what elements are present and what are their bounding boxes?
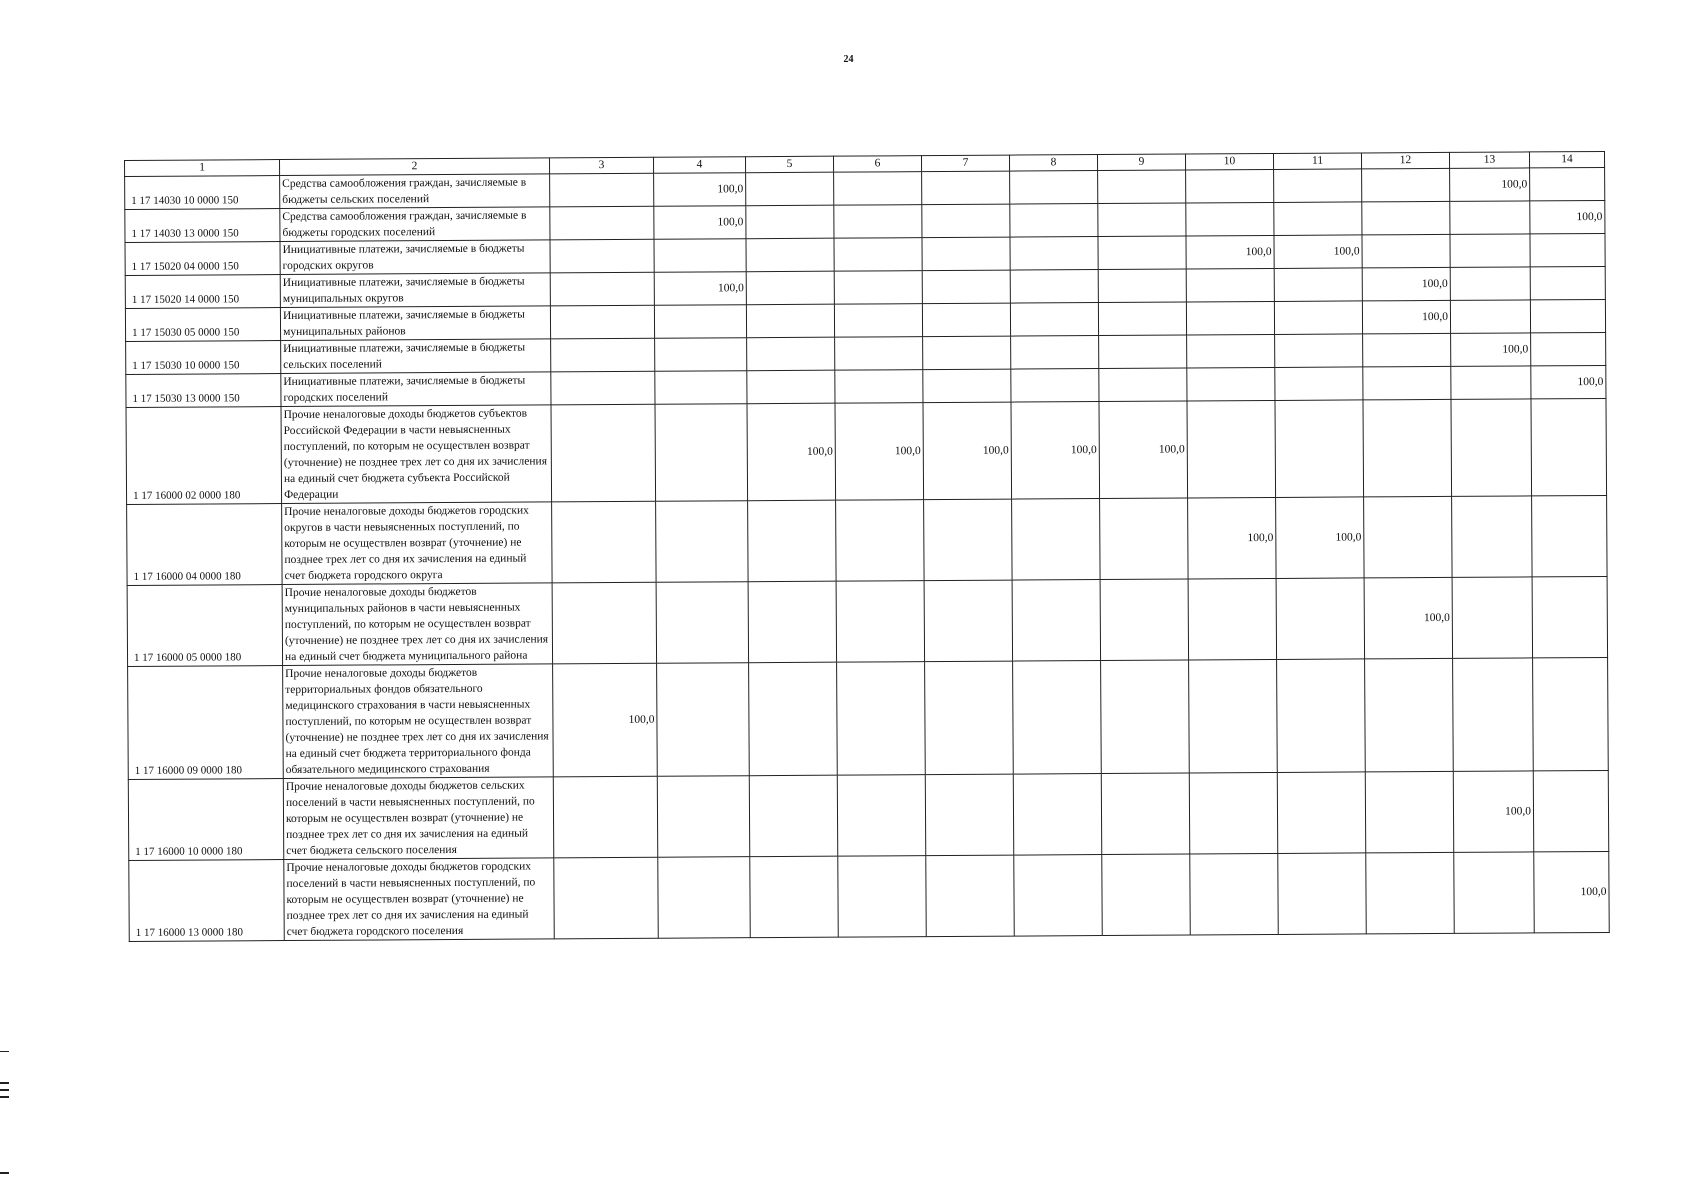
share-value-col-14: 100,0 — [1531, 365, 1606, 398]
share-value-col-4 — [657, 776, 749, 858]
column-header-10: 10 — [1185, 153, 1273, 170]
share-value-col-10 — [1186, 169, 1274, 203]
revenue-name: Инициативные платежи, зачисляемые в бюджеты муниципальных округов — [280, 273, 550, 308]
share-value-col-4 — [656, 582, 748, 664]
revenue-name: Средства самообложения граждан, зачисляемые в бюджеты городских поселений — [280, 207, 550, 242]
share-value-col-14 — [1530, 233, 1605, 266]
share-value-col-6 — [834, 271, 922, 305]
share-value-col-5 — [747, 370, 835, 404]
share-value-col-8 — [1012, 580, 1100, 662]
share-value-col-7 — [925, 774, 1013, 856]
share-value-col-6 — [837, 662, 926, 776]
share-value-col-9 — [1098, 203, 1186, 237]
share-value-col-14 — [1532, 495, 1607, 576]
share-value-col-13 — [1452, 577, 1532, 658]
share-value-col-8 — [1012, 499, 1100, 581]
share-value-col-13 — [1450, 234, 1530, 267]
column-header-14: 14 — [1529, 151, 1604, 167]
share-value-col-6 — [838, 856, 926, 938]
share-value-col-12 — [1362, 201, 1450, 235]
share-value-col-11 — [1275, 367, 1363, 401]
share-value-col-10 — [1186, 301, 1274, 335]
column-header-7: 7 — [921, 155, 1009, 172]
revenue-name: Инициативные платежи, зачисляемые в бюджеты городских поселений — [281, 372, 551, 407]
share-value-col-8: 100,0 — [1011, 402, 1100, 500]
share-value-col-10 — [1189, 659, 1278, 773]
budget-classification-code: 1 17 16000 09 0000 180 — [128, 666, 284, 780]
table-row — [129, 851, 1609, 941]
budget-classification-code: 1 17 15030 10 0000 150 — [126, 341, 281, 375]
share-value-col-10 — [1188, 578, 1276, 660]
share-value-col-12: 100,0 — [1364, 577, 1452, 659]
share-value-col-4 — [654, 305, 746, 339]
table-row — [127, 495, 1607, 585]
share-value-col-4 — [656, 501, 748, 583]
share-value-col-12 — [1363, 399, 1452, 497]
share-value-col-10 — [1186, 202, 1274, 236]
column-header-9: 9 — [1097, 154, 1185, 171]
revenue-name: Прочие неналоговые доходы бюджетов городских округов в части невыясненных поступлений, по которым не осуществлен возврат (уточнение) не позднее трех лет со дня их зачисления на единый счет бюджета городского округа — [282, 502, 552, 585]
table-body — [125, 167, 1610, 941]
share-value-col-8 — [1010, 204, 1098, 238]
table-row — [128, 657, 1609, 779]
share-value-col-6 — [834, 172, 922, 206]
budget-classification-code: 1 17 15030 13 0000 150 — [126, 374, 281, 408]
share-value-col-9 — [1098, 170, 1186, 204]
revenue-name: Прочие неналоговые доходы бюджетов муниципальных районов в части невыясненных поступлений, по которым не осуществлен возврат (уточнение) не позднее трех лет со дня их зачисления на единый счет бюджета муниципального района — [282, 583, 552, 666]
margin-mark — [0, 1082, 9, 1084]
share-value-col-11 — [1277, 772, 1365, 854]
share-value-col-11 — [1274, 268, 1362, 302]
share-value-col-14 — [1530, 167, 1605, 200]
margin-mark — [0, 1172, 9, 1174]
share-value-col-9 — [1101, 660, 1190, 774]
share-value-col-12 — [1366, 852, 1454, 934]
column-header-5: 5 — [745, 156, 833, 173]
revenue-distribution-table — [124, 151, 1610, 942]
share-value-col-7 — [922, 237, 1010, 271]
share-value-col-9 — [1099, 368, 1187, 402]
share-value-col-6: 100,0 — [835, 403, 924, 501]
share-value-col-9 — [1102, 854, 1190, 936]
share-value-col-5 — [749, 775, 837, 857]
share-value-col-11: 100,0 — [1276, 497, 1364, 579]
share-value-col-5 — [749, 662, 838, 776]
share-value-col-10: 100,0 — [1186, 235, 1274, 269]
share-value-col-8 — [1013, 661, 1102, 775]
share-value-col-11 — [1278, 853, 1366, 935]
revenue-name: Инициативные платежи, зачисляемые в бюджеты муниципальных районов — [280, 306, 550, 341]
share-value-col-5 — [747, 337, 835, 371]
share-value-col-3 — [551, 371, 655, 405]
share-value-col-6 — [837, 775, 925, 857]
share-value-col-13 — [1451, 366, 1531, 399]
revenue-name: Инициативные платежи, зачисляемые в бюджеты сельских поселений — [281, 339, 551, 374]
share-value-col-5 — [746, 304, 834, 338]
budget-classification-code: 1 17 16000 04 0000 180 — [127, 504, 282, 586]
share-value-col-11 — [1274, 202, 1362, 236]
share-value-col-10 — [1187, 367, 1275, 401]
share-value-col-8 — [1010, 171, 1098, 205]
share-value-col-4 — [655, 338, 747, 372]
share-value-col-7 — [925, 661, 1014, 775]
share-value-col-9: 100,0 — [1099, 401, 1188, 499]
share-value-col-13 — [1453, 658, 1534, 771]
share-value-col-6 — [835, 337, 923, 371]
share-value-col-13 — [1450, 267, 1530, 300]
share-value-col-6 — [834, 304, 922, 338]
share-value-col-9 — [1101, 773, 1189, 855]
share-value-col-9 — [1100, 579, 1188, 661]
share-value-col-3 — [550, 173, 654, 207]
share-value-col-6 — [836, 581, 924, 663]
share-value-col-11 — [1274, 301, 1362, 335]
column-header-3: 3 — [549, 157, 653, 174]
share-value-col-12 — [1362, 234, 1450, 268]
share-value-col-3 — [554, 857, 658, 939]
share-value-col-13: 100,0 — [1450, 168, 1530, 201]
table-row — [126, 398, 1607, 504]
share-value-col-13 — [1454, 852, 1534, 933]
share-value-col-5 — [746, 172, 834, 206]
share-value-col-9 — [1100, 498, 1188, 580]
budget-classification-code: 1 17 16000 05 0000 180 — [127, 585, 282, 667]
share-value-col-11 — [1275, 400, 1364, 498]
margin-mark — [0, 1096, 9, 1098]
column-header-11: 11 — [1273, 153, 1361, 170]
share-value-col-5 — [750, 856, 838, 938]
share-value-col-6 — [834, 238, 922, 272]
margin-mark — [0, 1089, 9, 1091]
share-value-col-14 — [1533, 770, 1608, 851]
share-value-col-13 — [1450, 300, 1530, 333]
share-value-col-7 — [922, 303, 1010, 337]
revenue-name: Прочие неналоговые доходы бюджетов городских поселений в части невыясненных поступлений, по которым не осуществлен возврат (уточнение) не позднее трех лет со дня их зачисления на единый счет бюджета городского поселения — [284, 858, 554, 941]
share-value-col-12 — [1363, 366, 1451, 400]
share-value-col-3 — [550, 305, 654, 339]
share-value-col-7: 100,0 — [923, 402, 1012, 500]
column-header-1: 1 — [125, 160, 280, 177]
share-value-col-4 — [658, 857, 750, 939]
share-value-col-14 — [1530, 299, 1605, 332]
share-value-col-4 — [657, 663, 750, 777]
column-header-4: 4 — [653, 157, 745, 174]
share-value-col-11 — [1276, 578, 1364, 660]
budget-classification-code: 1 17 14030 10 0000 150 — [125, 176, 280, 210]
share-value-col-13 — [1452, 496, 1532, 577]
share-value-col-4: 100,0 — [654, 272, 746, 306]
share-value-col-9 — [1098, 236, 1186, 270]
budget-classification-code: 1 17 16000 13 0000 180 — [129, 860, 284, 942]
share-value-col-12 — [1365, 771, 1453, 853]
share-value-col-7 — [923, 336, 1011, 370]
revenue-name: Прочие неналоговые доходы бюджетов субъектов Российской Федерации в части невыясненных поступлений, по которым не осуществлен возврат (уточнение) не позднее трех лет со дня их зачисления на единый счет бюджета субъекта Российской Федерации — [281, 405, 552, 504]
share-value-col-4: 100,0 — [654, 206, 746, 240]
share-value-col-7 — [922, 171, 1010, 205]
share-value-col-3 — [550, 206, 654, 240]
share-value-col-3 — [553, 776, 657, 858]
share-value-col-5 — [746, 271, 834, 305]
share-value-col-4 — [654, 239, 746, 273]
share-value-col-8 — [1011, 369, 1099, 403]
share-value-col-8 — [1014, 855, 1102, 937]
share-value-col-6 — [834, 205, 922, 239]
revenue-name: Прочие неналоговые доходы бюджетов сельских поселений в части невыясненных поступлений, по которым не осуществлен возврат (уточнение) не позднее трех лет со дня их зачисления на единый счет бюджета сельского поселения — [283, 777, 553, 860]
share-value-col-5 — [748, 581, 836, 663]
share-value-col-14 — [1530, 266, 1605, 299]
share-value-col-14 — [1531, 332, 1606, 365]
share-value-col-12 — [1363, 333, 1451, 367]
share-value-col-3 — [551, 338, 655, 372]
share-value-col-14: 100,0 — [1534, 851, 1609, 932]
share-value-col-6 — [835, 370, 923, 404]
share-value-col-8 — [1010, 303, 1098, 337]
budget-classification-code: 1 17 14030 13 0000 150 — [125, 209, 280, 243]
share-value-col-12 — [1362, 168, 1450, 202]
share-value-col-5 — [746, 205, 834, 239]
share-value-col-12 — [1365, 658, 1454, 772]
share-value-col-3 — [550, 272, 654, 306]
share-value-col-5 — [748, 500, 836, 582]
share-value-col-6 — [836, 500, 924, 582]
share-value-col-5 — [746, 238, 834, 272]
share-value-col-8 — [1013, 774, 1101, 856]
column-header-2: 2 — [280, 158, 550, 176]
page-number: 24 — [843, 54, 854, 65]
share-value-col-4 — [655, 371, 747, 405]
share-value-col-11 — [1274, 169, 1362, 203]
revenue-name: Средства самообложения граждан, зачисляемые в бюджеты сельских поселений — [280, 174, 550, 209]
share-value-col-13: 100,0 — [1453, 771, 1533, 852]
share-value-col-9 — [1098, 302, 1186, 336]
share-value-col-13 — [1451, 399, 1532, 496]
share-value-col-11 — [1277, 659, 1366, 773]
share-value-col-3 — [552, 501, 656, 583]
share-value-col-7 — [924, 499, 1012, 581]
share-value-col-3 — [550, 239, 654, 273]
share-value-col-9 — [1098, 269, 1186, 303]
share-value-col-12 — [1364, 496, 1452, 578]
table-row — [127, 576, 1607, 666]
revenue-name: Инициативные платежи, зачисляемые в бюджеты городских округов — [280, 240, 550, 275]
share-value-col-5: 100,0 — [747, 403, 836, 501]
column-header-13: 13 — [1449, 152, 1529, 168]
column-header-8: 8 — [1009, 155, 1097, 172]
share-value-col-13: 100,0 — [1451, 333, 1531, 366]
share-value-col-14 — [1531, 398, 1607, 495]
share-value-col-8 — [1011, 336, 1099, 370]
share-value-col-11: 100,0 — [1274, 235, 1362, 269]
share-value-col-3 — [551, 404, 656, 502]
share-value-col-8 — [1010, 237, 1098, 271]
column-header-6: 6 — [833, 156, 921, 173]
share-value-col-3 — [552, 582, 656, 664]
share-value-col-8 — [1010, 270, 1098, 304]
share-value-col-10: 100,0 — [1188, 497, 1276, 579]
share-value-col-12: 100,0 — [1362, 267, 1450, 301]
share-value-col-10 — [1190, 853, 1278, 935]
share-value-col-10 — [1189, 772, 1277, 854]
share-value-col-10 — [1187, 400, 1276, 498]
share-value-col-9 — [1099, 335, 1187, 369]
share-value-col-14 — [1532, 576, 1607, 657]
column-header-12: 12 — [1361, 152, 1449, 169]
share-value-col-13 — [1450, 201, 1530, 234]
share-value-col-4: 100,0 — [654, 173, 746, 207]
budget-classification-code: 1 17 15020 04 0000 150 — [125, 242, 280, 276]
share-value-col-10 — [1187, 334, 1275, 368]
budget-classification-code: 1 17 15030 05 0000 150 — [125, 308, 280, 342]
share-value-col-7 — [926, 855, 1014, 937]
revenue-name: Прочие неналоговые доходы бюджетов территориальных фондов обязательного медицинского страхования в части невыясненных поступлений, по которым не осуществлен возврат (уточнение) не позднее трех лет со дня их зачисления на единый счет бюджета территориального фонда обязательного медицинского страхования — [283, 664, 554, 779]
share-value-col-4 — [655, 404, 748, 502]
share-value-col-12: 100,0 — [1362, 300, 1450, 334]
share-value-col-14: 100,0 — [1530, 200, 1605, 233]
share-value-col-7 — [922, 270, 1010, 304]
budget-classification-code: 1 17 16000 02 0000 180 — [126, 407, 282, 505]
share-value-col-10 — [1186, 268, 1274, 302]
margin-mark — [0, 1051, 9, 1052]
share-value-col-7 — [924, 580, 1012, 662]
share-value-col-11 — [1275, 334, 1363, 368]
budget-classification-code: 1 17 16000 10 0000 180 — [128, 779, 283, 861]
share-value-col-14 — [1533, 657, 1609, 770]
share-value-col-7 — [922, 204, 1010, 238]
table-row — [128, 770, 1608, 860]
share-value-col-7 — [923, 369, 1011, 403]
budget-classification-code: 1 17 15020 14 0000 150 — [125, 275, 280, 309]
share-value-col-3: 100,0 — [553, 663, 658, 777]
